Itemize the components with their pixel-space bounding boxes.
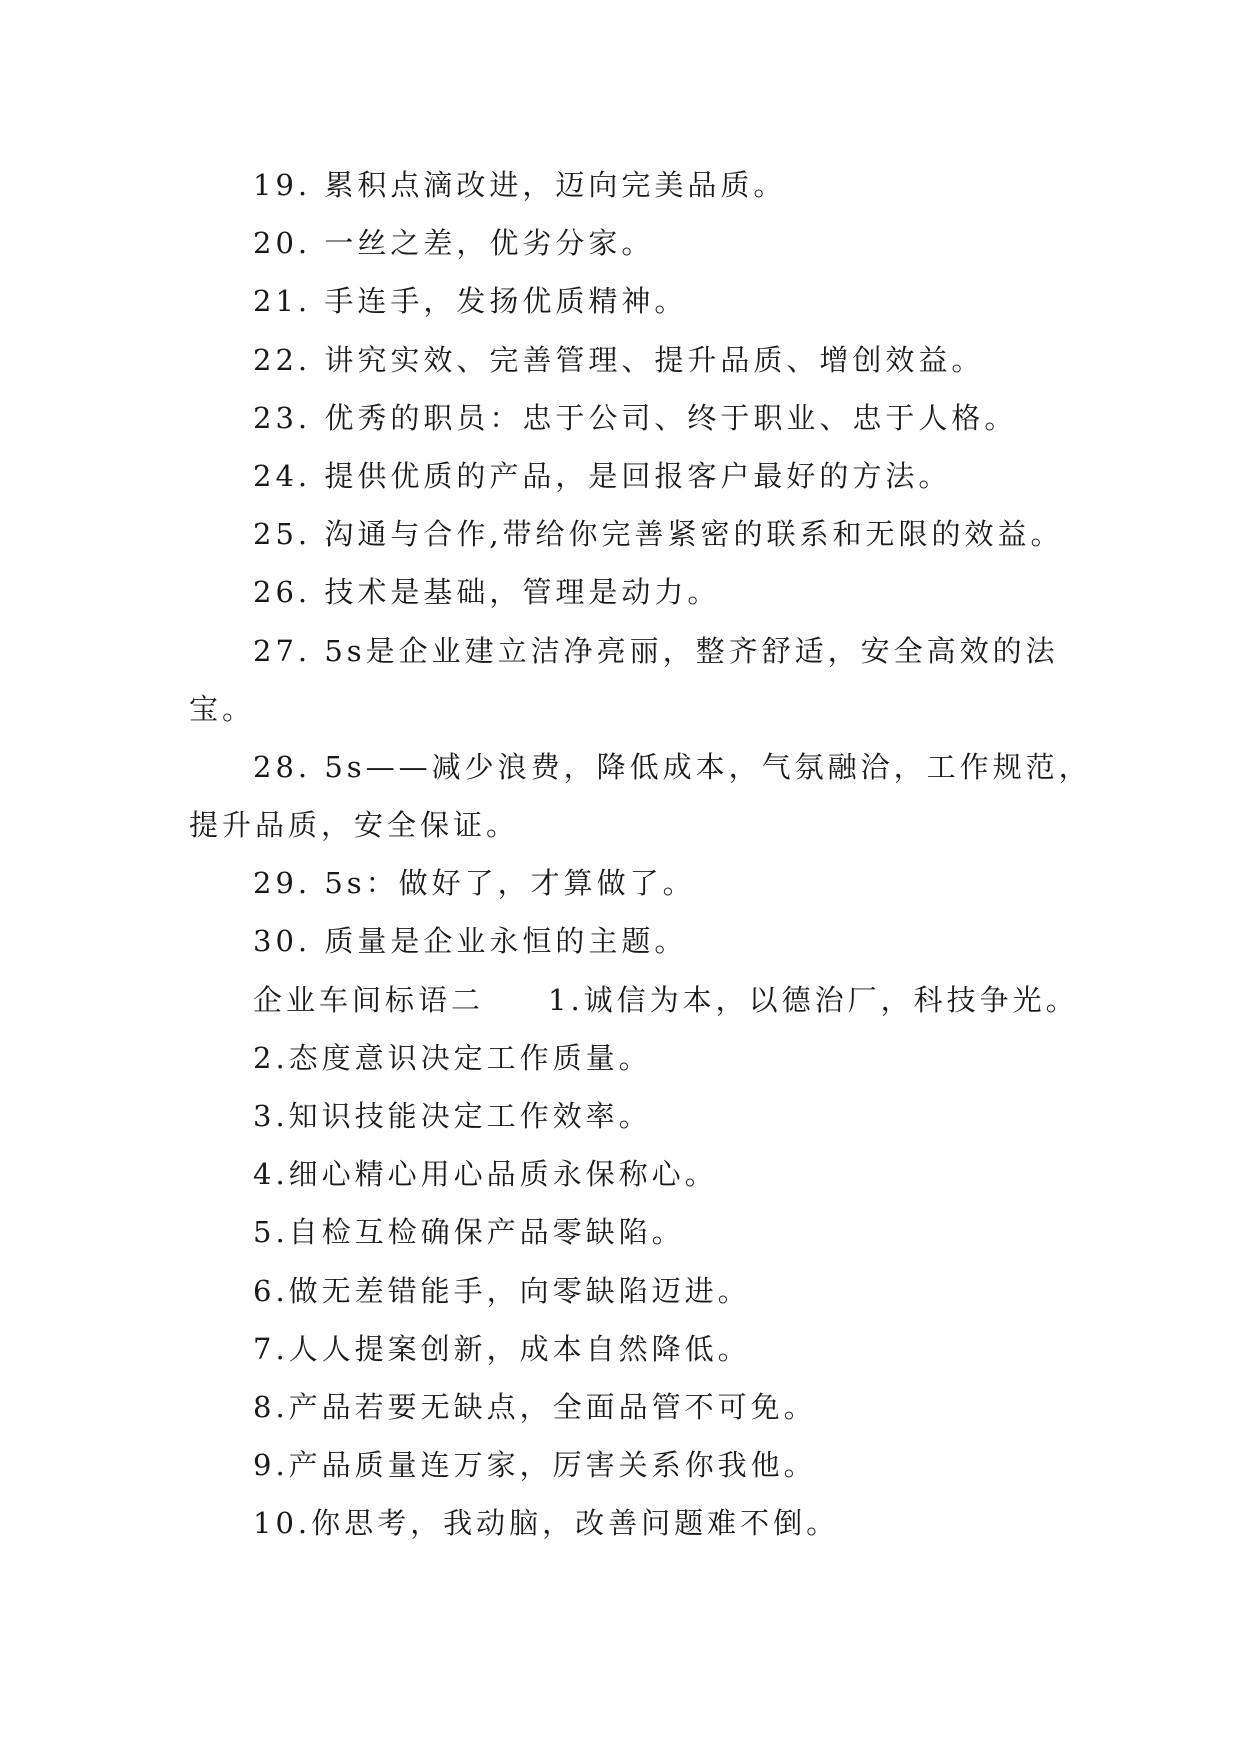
slogan-27-part1: 27. 5s是企业建立洁净亮丽，整齐舒适，安全高效的法 (253, 633, 1059, 668)
section-item-2: 2.态度意识决定工作质量。 (253, 1040, 652, 1075)
slogan-28-part2: 提升品质，安全保证。 (189, 808, 520, 843)
slogan-21: 21. 手连手，发扬优质精神。 (253, 284, 688, 319)
section-item-4: 4.细心精心用心品质永保称心。 (253, 1157, 718, 1192)
slogan-28-part1: 28. 5s——减少浪费，降低成本，气氛融洽，工作规范， (253, 749, 1092, 784)
section-item-6: 6.做无差错能手，向零缺陷迈进。 (253, 1273, 751, 1308)
slogan-26: 26. 技术是基础，管理是动力。 (253, 575, 721, 610)
slogan-19: 19. 累积点滴改进，迈向完美品质。 (253, 168, 787, 202)
document-body (189, 156, 1092, 1553)
section-item-3: 3.知识技能决定工作效率。 (253, 1099, 652, 1133)
slogan-20: 20. 一丝之差，优劣分家。 (253, 226, 655, 261)
section-item-10: 10.你思考，我动脑，改善问题难不倒。 (253, 1506, 840, 1541)
slogan-25: 25. 沟通与合作,带给你完善紧密的联系和无限的效益。 (253, 517, 1064, 552)
section-item-8: 8.产品若要无缺点，全面品管不可免。 (253, 1389, 817, 1424)
section-heading-line (189, 971, 1079, 1029)
section-heading: 企业车间标语二 (253, 982, 485, 1017)
slogan-29: 29. 5s：做好了，才算做了。 (253, 866, 696, 901)
section-item-9: 9.产品质量连万家，厉害关系你我他。 (253, 1448, 817, 1483)
slogan-30: 30. 质量是企业永恒的主题。 (253, 924, 688, 959)
slogan-27-part2: 宝。 (189, 691, 256, 726)
slogan-23: 23. 优秀的职员：忠于公司、终于职业、忠于人格。 (253, 400, 1018, 435)
section-item-1: 1.诚信为本，以德治厂，科技争光。 (548, 982, 1079, 1017)
slogan-22: 22. 讲究实效、完善管理、提升品质、增创效益。 (253, 342, 985, 377)
slogan-24: 24. 提供优质的产品，是回报客户最好的方法。 (253, 458, 952, 493)
section-item-7: 7.人人提案创新，成本自然降低。 (253, 1331, 751, 1366)
section-item-5: 5.自检互检确保产品零缺陷。 (253, 1215, 685, 1250)
